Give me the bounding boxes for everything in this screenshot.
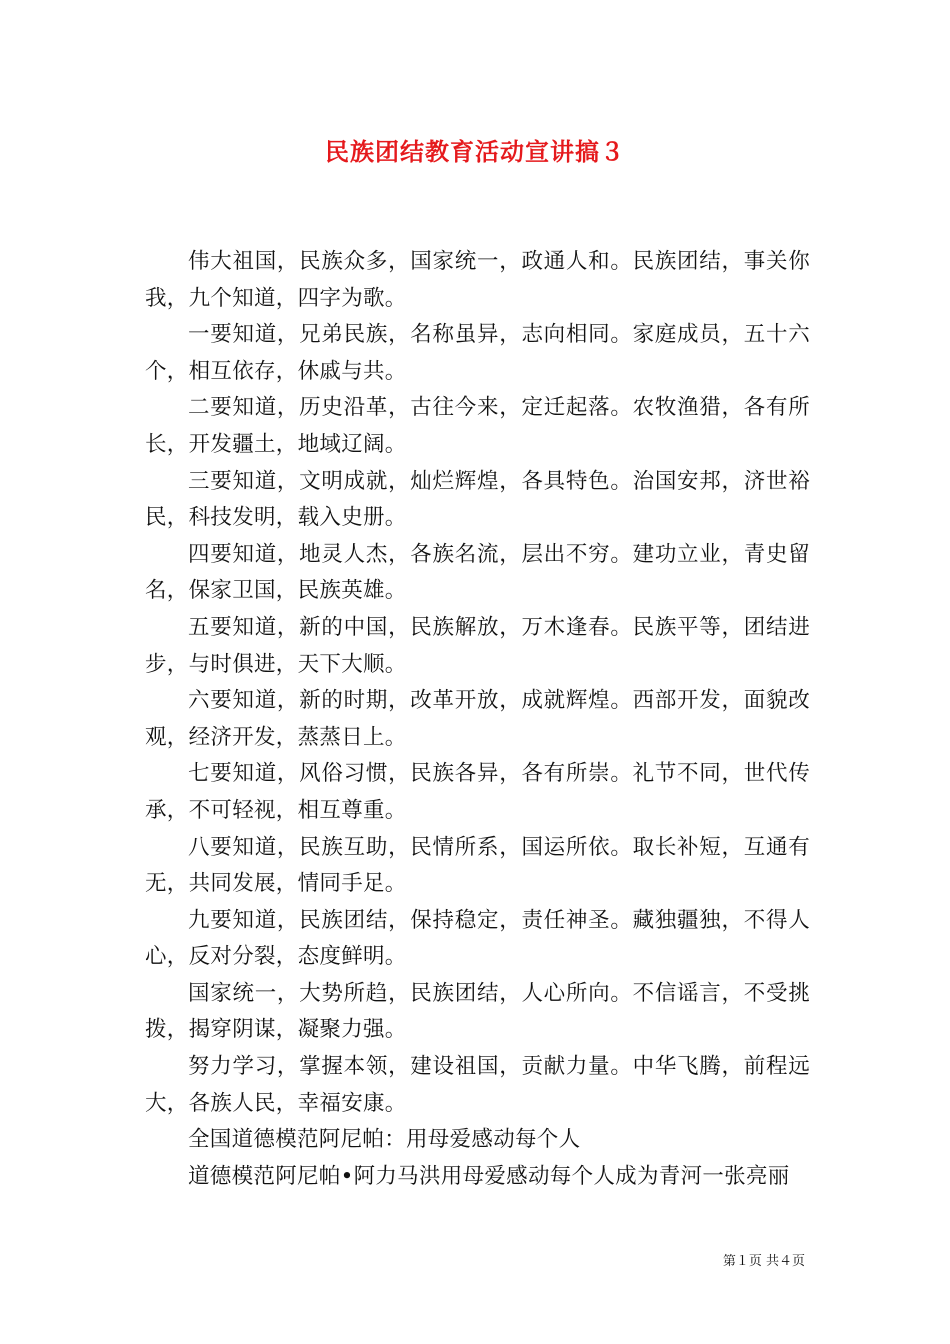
paragraph-intro: 伟大祖国，民族众多，国家统一，政通人和。民族团结，事关你我，九个知道，四字为歌。 — [145, 249, 810, 311]
paragraph-6: 六要知道，新的时期，改革开放，成就辉煌。西部开发，面貌改观，经济开发，蒸蒸日上。 — [145, 688, 810, 750]
section-heading: 全国道德模范阿尼帕：用母爱感动每个人 — [188, 1127, 581, 1153]
page-title: 民族团结教育活动宣讲搞３ — [325, 137, 625, 166]
paragraph-study: 努力学习，掌握本领，建设祖国，贡献力量。中华飞腾，前程远大，各族人民，幸福安康。 — [145, 1054, 810, 1116]
paragraph-anipa: 道德模范阿尼帕•阿力马洪用母爱感动每个人成为青河一张亮丽 — [188, 1163, 790, 1189]
paragraph-3: 三要知道，文明成就，灿烂辉煌，各具特色。治国安邦，济世裕民，科技发明，载入史册。 — [145, 468, 810, 531]
paragraph-7: 七要知道，风俗习惯，民族各异，各有所崇。礼节不同，世代传承，不可轻视，相互尊重。 — [145, 761, 810, 823]
paragraph-unity: 国家统一，大势所趋，民族团结，人心所向。不信谣言，不受挑拨，揭穿阴谋，凝聚力强。 — [145, 980, 810, 1043]
paragraph-5: 五要知道，新的中国，民族解放，万木逢春。民族平等，团结进步，与时俱进，天下大顺。 — [145, 614, 810, 677]
document-body — [145, 244, 810, 1195]
paragraph-9: 九要知道，民族团结，保持稳定，责任神圣。藏独疆独，不得人心，反对分裂，态度鲜明。 — [145, 907, 810, 970]
page-number: 第１页 共４页 — [722, 1254, 805, 1269]
paragraph-8: 八要知道，民族互助，民情所系，国运所依。取长补短，互通有无，共同发展，情同手足。 — [145, 834, 810, 897]
paragraph-2: 二要知道，历史沿革，古往今来，定迁起落。农牧渔猎，各有所长，开发疆土，地域辽阔。 — [145, 395, 810, 457]
paragraph-1: 一要知道，兄弟民族，名称虽异，志向相同。家庭成员，五十六个，相互依存，休戚与共。 — [145, 322, 810, 384]
paragraph-4: 四要知道，地灵人杰，各族名流，层出不穷。建功立业，青史留名，保家卫国，民族英雄。 — [145, 541, 810, 604]
